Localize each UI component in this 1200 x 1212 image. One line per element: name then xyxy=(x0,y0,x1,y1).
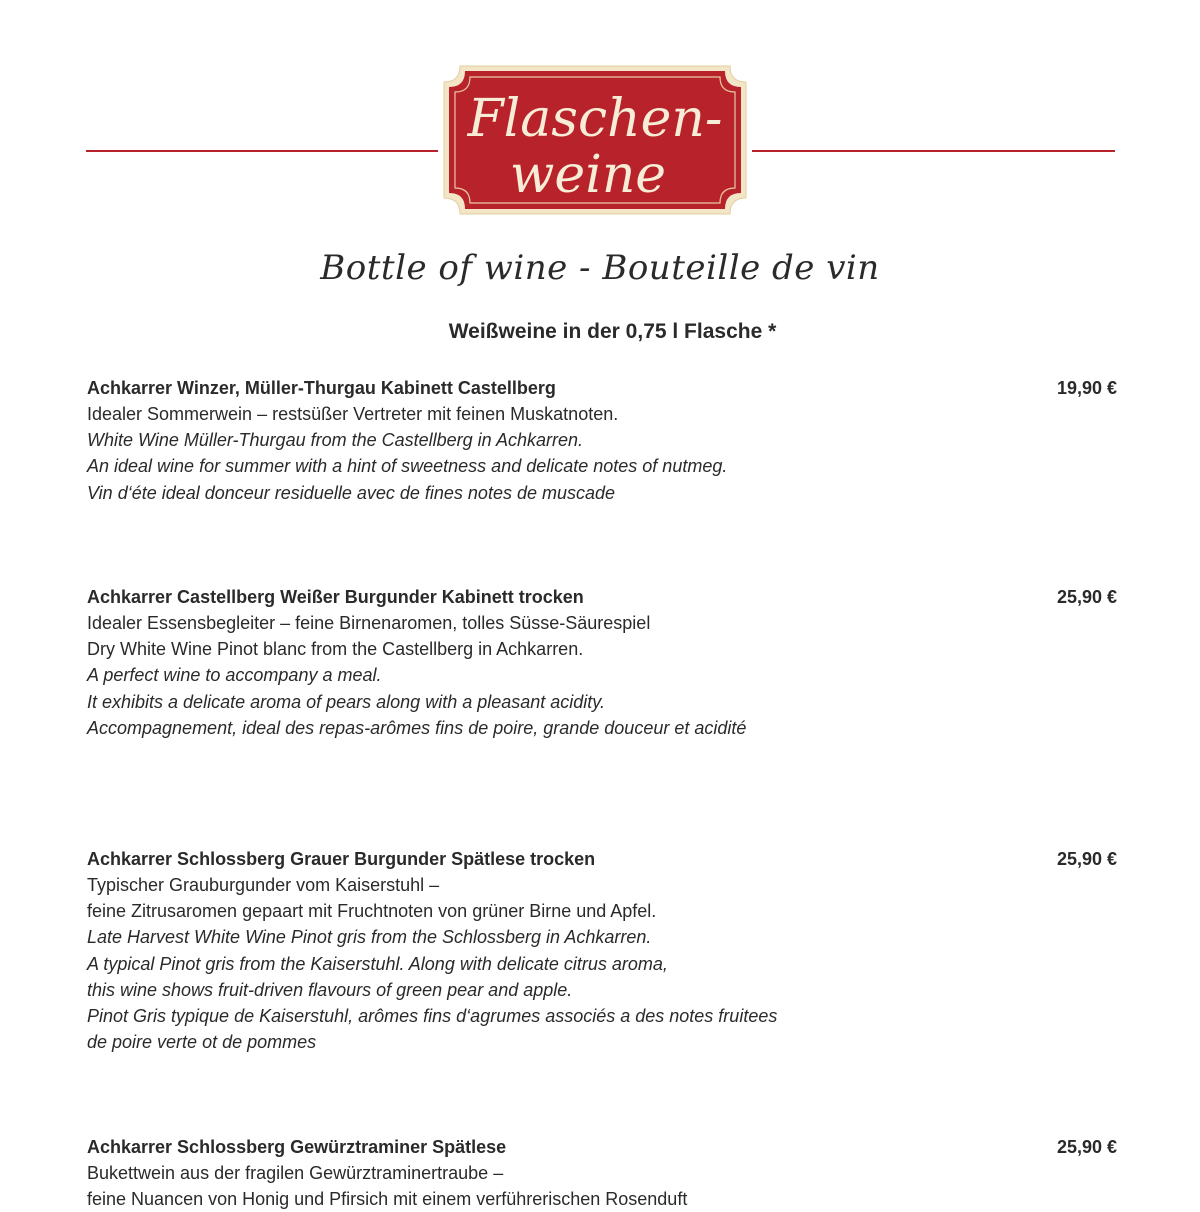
wine-description-line: de poire verte ot de pommes xyxy=(87,1032,317,1053)
section-heading: Weißweine in der 0,75 l Flasche * xyxy=(448,320,777,343)
wine-description-line: It exhibits a delicate aroma of pears along with a pleasant acidity. xyxy=(87,691,605,712)
wine-description-line: Vin d‘éte ideal donceur residuelle avec de fines notes de muscade xyxy=(87,482,616,503)
wine-price: 25,90 € xyxy=(1056,1137,1117,1157)
wine-description-line: feine Nuancen von Honig und Pfirsich mit einem verführerischen Rosenduft xyxy=(87,1189,688,1210)
wine-name: Achkarrer Schlossberg Gewürztraminer Spätlese xyxy=(87,1137,507,1157)
wine-description-line: Accompagnement, ideal des repas-arômes fins de poire, grande douceur et acidité xyxy=(87,717,747,738)
wine-description-line: Idealer Essensbegleiter – feine Birnenaromen, tolles Süsse-Säurespiel xyxy=(87,613,651,633)
wine-entry xyxy=(87,1134,1117,1212)
logo-text-line1: Flaschen- xyxy=(467,89,723,149)
wine-price: 19,90 € xyxy=(1056,378,1117,398)
wine-name: Achkarrer Castellberg Weißer Burgunder Kabinett trocken xyxy=(87,587,584,607)
wine-description-line: Typischer Grauburgunder vom Kaiserstuhl – xyxy=(87,875,440,895)
wine-entry xyxy=(87,846,1117,1055)
wine-price: 25,90 € xyxy=(1056,849,1117,869)
wine-name: Achkarrer Winzer, Müller-Thurgau Kabinett Castellberg xyxy=(87,378,556,398)
wine-description-line: A perfect wine to accompany a meal. xyxy=(87,665,382,686)
logo-text-line2: weine xyxy=(509,145,667,205)
wine-description-line: An ideal wine for summer with a hint of sweetness and delicate notes of nutmeg. xyxy=(87,456,728,477)
wine-description-line: A typical Pinot gris from the Kaiserstuhl. Along with delicate citrus aroma, xyxy=(87,953,668,974)
wine-description-line: Pinot Gris typique de Kaiserstuhl, arômes fins d‘agrumes associés a des notes fruitees xyxy=(87,1006,778,1027)
wine-description-line: Bukettwein aus der fragilen Gewürztraminertraube – xyxy=(87,1163,504,1183)
wine-description-line: Idealer Sommerwein – restsüßer Vertreter mit feinen Muskatnoten. xyxy=(87,404,619,424)
header-rule-right xyxy=(752,150,1115,152)
header-rule-left xyxy=(86,150,438,152)
page-subtitle: Bottle of wine - Bouteille de vin xyxy=(320,248,880,288)
wine-entry xyxy=(87,375,1117,506)
wine-price: 25,90 € xyxy=(1056,587,1117,607)
wine-description-line: Dry White Wine Pinot blanc from the Castellberg in Achkarren. xyxy=(87,639,584,660)
flaschenweine-logo xyxy=(438,58,752,222)
wine-entry xyxy=(87,584,1117,741)
wine-name: Achkarrer Schlossberg Grauer Burgunder Spätlese trocken xyxy=(87,849,596,869)
wine-description-line: this wine shows fruit-driven flavours of green pear and apple. xyxy=(87,979,573,1000)
wine-description-line: Late Harvest White Wine Pinot gris from the Schlossberg in Achkarren. xyxy=(87,927,652,948)
wine-description-line: White Wine Müller-Thurgau from the Castellberg in Achkarren. xyxy=(87,430,584,451)
wine-description-line: feine Zitrusaromen gepaart mit Fruchtnoten von grüner Birne und Apfel. xyxy=(87,901,657,922)
